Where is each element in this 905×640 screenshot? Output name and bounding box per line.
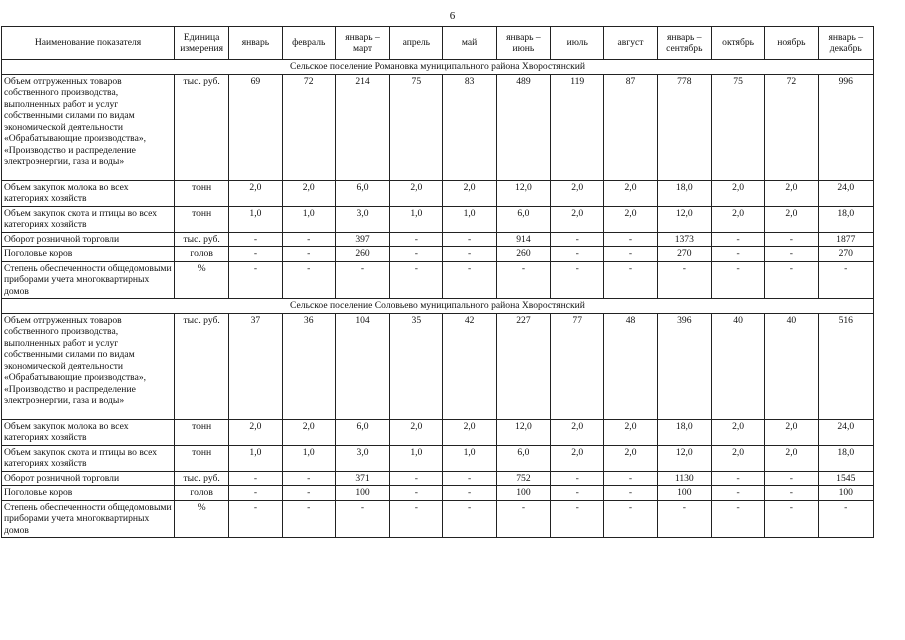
value-cell: - bbox=[604, 261, 657, 299]
value-cell: - bbox=[229, 500, 282, 538]
header-month: январь – март bbox=[335, 27, 389, 60]
value-cell: 24,0 bbox=[818, 180, 873, 206]
value-cell: 75 bbox=[390, 74, 443, 180]
value-cell: 12,0 bbox=[496, 419, 550, 445]
header-month: январь – июнь bbox=[496, 27, 550, 60]
value-cell: 3,0 bbox=[335, 206, 389, 232]
value-cell: 12,0 bbox=[657, 206, 711, 232]
value-cell: - bbox=[711, 486, 764, 501]
value-cell: 18,0 bbox=[818, 445, 873, 471]
table-row bbox=[2, 232, 874, 247]
header-name: Наименование показателя bbox=[2, 27, 175, 60]
value-cell: 2,0 bbox=[604, 206, 657, 232]
value-cell: 396 bbox=[657, 313, 711, 419]
indicator-name: Поголовье коров bbox=[2, 486, 175, 501]
value-cell: - bbox=[443, 232, 496, 247]
value-cell: - bbox=[711, 232, 764, 247]
header-month: февраль bbox=[282, 27, 335, 60]
value-cell: 2,0 bbox=[551, 206, 604, 232]
value-cell: 2,0 bbox=[604, 419, 657, 445]
value-cell: - bbox=[282, 471, 335, 486]
value-cell: - bbox=[551, 261, 604, 299]
value-cell: - bbox=[657, 261, 711, 299]
value-cell: 270 bbox=[818, 247, 873, 262]
value-cell: - bbox=[818, 500, 873, 538]
table-row bbox=[2, 471, 874, 486]
table-row bbox=[2, 486, 874, 501]
value-cell: 397 bbox=[335, 232, 389, 247]
value-cell: 42 bbox=[443, 313, 496, 419]
value-cell: 1545 bbox=[818, 471, 873, 486]
value-cell: 1,0 bbox=[390, 445, 443, 471]
unit-cell: тонн bbox=[174, 419, 228, 445]
indicator-name: Объем отгруженных товаров собственного производства, выполненных работ и услуг собственными силами по видам экономической деятельности «Обрабатывающие производства», «Производство и распределение электроэнергии, газа и воды» bbox=[2, 74, 175, 180]
value-cell: 2,0 bbox=[604, 180, 657, 206]
value-cell: - bbox=[390, 247, 443, 262]
indicator-name: Объем закупок скота и птицы во всех категориях хозяйств bbox=[2, 206, 175, 232]
value-cell: - bbox=[604, 232, 657, 247]
value-cell: 36 bbox=[282, 313, 335, 419]
unit-cell: % bbox=[174, 261, 228, 299]
value-cell: 260 bbox=[496, 247, 550, 262]
header-month: январь – декабрь bbox=[818, 27, 873, 60]
value-cell: 100 bbox=[657, 486, 711, 501]
value-cell: 2,0 bbox=[711, 445, 764, 471]
value-cell: - bbox=[551, 471, 604, 486]
value-cell: - bbox=[551, 486, 604, 501]
unit-cell: тыс. руб. bbox=[174, 232, 228, 247]
unit-cell: % bbox=[174, 500, 228, 538]
value-cell: - bbox=[657, 500, 711, 538]
value-cell: 2,0 bbox=[765, 206, 818, 232]
unit-cell: голов bbox=[174, 486, 228, 501]
value-cell: 100 bbox=[818, 486, 873, 501]
value-cell: 2,0 bbox=[551, 419, 604, 445]
value-cell: - bbox=[765, 500, 818, 538]
value-cell: 214 bbox=[335, 74, 389, 180]
value-cell: 83 bbox=[443, 74, 496, 180]
value-cell: - bbox=[390, 261, 443, 299]
value-cell: 2,0 bbox=[765, 180, 818, 206]
value-cell: - bbox=[711, 500, 764, 538]
indicator-name: Объем закупок молока во всех категориях хозяйств bbox=[2, 419, 175, 445]
unit-cell: голов bbox=[174, 247, 228, 262]
table-body bbox=[2, 60, 874, 538]
value-cell: 1877 bbox=[818, 232, 873, 247]
value-cell: 2,0 bbox=[282, 180, 335, 206]
header-month: январь bbox=[229, 27, 282, 60]
value-cell: - bbox=[604, 486, 657, 501]
value-cell: - bbox=[390, 232, 443, 247]
table-header bbox=[2, 27, 874, 60]
page-number: 6 bbox=[449, 10, 456, 22]
value-cell: 40 bbox=[765, 313, 818, 419]
value-cell: 72 bbox=[282, 74, 335, 180]
indicator-name: Поголовье коров bbox=[2, 247, 175, 262]
value-cell: 2,0 bbox=[443, 180, 496, 206]
value-cell: 1,0 bbox=[443, 206, 496, 232]
value-cell: 1,0 bbox=[443, 445, 496, 471]
value-cell: - bbox=[496, 500, 550, 538]
value-cell: 1,0 bbox=[282, 206, 335, 232]
value-cell: 24,0 bbox=[818, 419, 873, 445]
indicators-table bbox=[1, 26, 874, 538]
section-title: Сельское поселение Соловьево муниципального района Хворостянский bbox=[2, 299, 874, 314]
indicator-name: Степень обеспеченности общедомовыми приборами учета многоквартирных домов bbox=[2, 261, 175, 299]
value-cell: - bbox=[443, 261, 496, 299]
value-cell: 6,0 bbox=[496, 206, 550, 232]
value-cell: 100 bbox=[335, 486, 389, 501]
value-cell: 2,0 bbox=[551, 180, 604, 206]
value-cell: 1373 bbox=[657, 232, 711, 247]
table-row bbox=[2, 313, 874, 419]
indicator-name: Оборот розничной торговли bbox=[2, 471, 175, 486]
value-cell: 119 bbox=[551, 74, 604, 180]
value-cell: 100 bbox=[496, 486, 550, 501]
value-cell: 2,0 bbox=[551, 445, 604, 471]
section-row bbox=[2, 299, 874, 314]
value-cell: - bbox=[282, 247, 335, 262]
unit-cell: тыс. руб. bbox=[174, 74, 228, 180]
unit-cell: тонн bbox=[174, 445, 228, 471]
value-cell: 752 bbox=[496, 471, 550, 486]
value-cell: 778 bbox=[657, 74, 711, 180]
value-cell: 77 bbox=[551, 313, 604, 419]
table-row bbox=[2, 74, 874, 180]
value-cell: 6,0 bbox=[496, 445, 550, 471]
value-cell: - bbox=[765, 471, 818, 486]
value-cell: 914 bbox=[496, 232, 550, 247]
header-unit: Единица измерения bbox=[174, 27, 228, 60]
table-row bbox=[2, 419, 874, 445]
value-cell: - bbox=[390, 500, 443, 538]
value-cell: 2,0 bbox=[229, 419, 282, 445]
value-cell: - bbox=[335, 261, 389, 299]
section-row bbox=[2, 60, 874, 75]
value-cell: 996 bbox=[818, 74, 873, 180]
value-cell: 1130 bbox=[657, 471, 711, 486]
value-cell: 227 bbox=[496, 313, 550, 419]
value-cell: 87 bbox=[604, 74, 657, 180]
value-cell: 2,0 bbox=[229, 180, 282, 206]
value-cell: 6,0 bbox=[335, 419, 389, 445]
value-cell: - bbox=[551, 232, 604, 247]
table-row bbox=[2, 180, 874, 206]
value-cell: 18,0 bbox=[818, 206, 873, 232]
value-cell: 1,0 bbox=[390, 206, 443, 232]
value-cell: 2,0 bbox=[711, 180, 764, 206]
header-month: ноябрь bbox=[765, 27, 818, 60]
value-cell: - bbox=[282, 500, 335, 538]
value-cell: 18,0 bbox=[657, 419, 711, 445]
value-cell: - bbox=[229, 261, 282, 299]
value-cell: 2,0 bbox=[765, 445, 818, 471]
header-row bbox=[2, 27, 874, 60]
value-cell: - bbox=[551, 247, 604, 262]
value-cell: - bbox=[282, 486, 335, 501]
value-cell: - bbox=[282, 232, 335, 247]
indicator-name: Объем закупок молока во всех категориях хозяйств bbox=[2, 180, 175, 206]
unit-cell: тыс. руб. bbox=[174, 471, 228, 486]
value-cell: 2,0 bbox=[390, 180, 443, 206]
value-cell: 2,0 bbox=[765, 419, 818, 445]
value-cell: 2,0 bbox=[711, 206, 764, 232]
value-cell: - bbox=[335, 500, 389, 538]
value-cell: - bbox=[711, 247, 764, 262]
value-cell: 12,0 bbox=[657, 445, 711, 471]
header-month: январь – сентябрь bbox=[657, 27, 711, 60]
unit-cell: тонн bbox=[174, 206, 228, 232]
header-month: август bbox=[604, 27, 657, 60]
value-cell: 1,0 bbox=[229, 445, 282, 471]
table-row bbox=[2, 206, 874, 232]
value-cell: 2,0 bbox=[282, 419, 335, 445]
value-cell: 2,0 bbox=[390, 419, 443, 445]
header-month: июль bbox=[551, 27, 604, 60]
value-cell: 6,0 bbox=[335, 180, 389, 206]
value-cell: - bbox=[765, 261, 818, 299]
value-cell: - bbox=[551, 500, 604, 538]
header-month: октябрь bbox=[711, 27, 764, 60]
value-cell: - bbox=[229, 471, 282, 486]
value-cell: 1,0 bbox=[282, 445, 335, 471]
indicator-name: Степень обеспеченности общедомовыми приборами учета многоквартирных домов bbox=[2, 500, 175, 538]
value-cell: - bbox=[818, 261, 873, 299]
value-cell: 260 bbox=[335, 247, 389, 262]
value-cell: 35 bbox=[390, 313, 443, 419]
value-cell: - bbox=[390, 471, 443, 486]
value-cell: 1,0 bbox=[229, 206, 282, 232]
unit-cell: тонн bbox=[174, 180, 228, 206]
value-cell: - bbox=[443, 471, 496, 486]
value-cell: 48 bbox=[604, 313, 657, 419]
value-cell: - bbox=[711, 261, 764, 299]
value-cell: 516 bbox=[818, 313, 873, 419]
value-cell: 104 bbox=[335, 313, 389, 419]
indicator-name: Объем закупок скота и птицы во всех категориях хозяйств bbox=[2, 445, 175, 471]
value-cell: - bbox=[282, 261, 335, 299]
indicator-name: Объем отгруженных товаров собственного производства, выполненных работ и услуг собственными силами по видам экономической деятельности «Обрабатывающие производства», «Производство и распределение электроэнергии, газа и воды» bbox=[2, 313, 175, 419]
value-cell: - bbox=[604, 471, 657, 486]
value-cell: 18,0 bbox=[657, 180, 711, 206]
value-cell: - bbox=[229, 247, 282, 262]
section-title: Сельское поселение Романовка муниципального района Хворостянский bbox=[2, 60, 874, 75]
value-cell: 2,0 bbox=[604, 445, 657, 471]
table-row bbox=[2, 247, 874, 262]
value-cell: 40 bbox=[711, 313, 764, 419]
value-cell: - bbox=[711, 471, 764, 486]
value-cell: - bbox=[443, 486, 496, 501]
value-cell: - bbox=[229, 232, 282, 247]
value-cell: 489 bbox=[496, 74, 550, 180]
value-cell: 371 bbox=[335, 471, 389, 486]
unit-cell: тыс. руб. bbox=[174, 313, 228, 419]
header-month: апрель bbox=[390, 27, 443, 60]
value-cell: 2,0 bbox=[711, 419, 764, 445]
value-cell: - bbox=[496, 261, 550, 299]
value-cell: 12,0 bbox=[496, 180, 550, 206]
table-row bbox=[2, 261, 874, 299]
table-row bbox=[2, 500, 874, 538]
value-cell: - bbox=[604, 500, 657, 538]
value-cell: - bbox=[443, 247, 496, 262]
value-cell: 37 bbox=[229, 313, 282, 419]
table-row bbox=[2, 445, 874, 471]
value-cell: - bbox=[229, 486, 282, 501]
value-cell: 72 bbox=[765, 74, 818, 180]
value-cell: - bbox=[443, 500, 496, 538]
value-cell: 69 bbox=[229, 74, 282, 180]
indicator-name: Оборот розничной торговли bbox=[2, 232, 175, 247]
value-cell: - bbox=[765, 486, 818, 501]
value-cell: - bbox=[765, 247, 818, 262]
value-cell: 2,0 bbox=[443, 419, 496, 445]
value-cell: - bbox=[604, 247, 657, 262]
header-month: май bbox=[443, 27, 496, 60]
value-cell: 270 bbox=[657, 247, 711, 262]
value-cell: - bbox=[390, 486, 443, 501]
value-cell: 3,0 bbox=[335, 445, 389, 471]
value-cell: 75 bbox=[711, 74, 764, 180]
value-cell: - bbox=[765, 232, 818, 247]
